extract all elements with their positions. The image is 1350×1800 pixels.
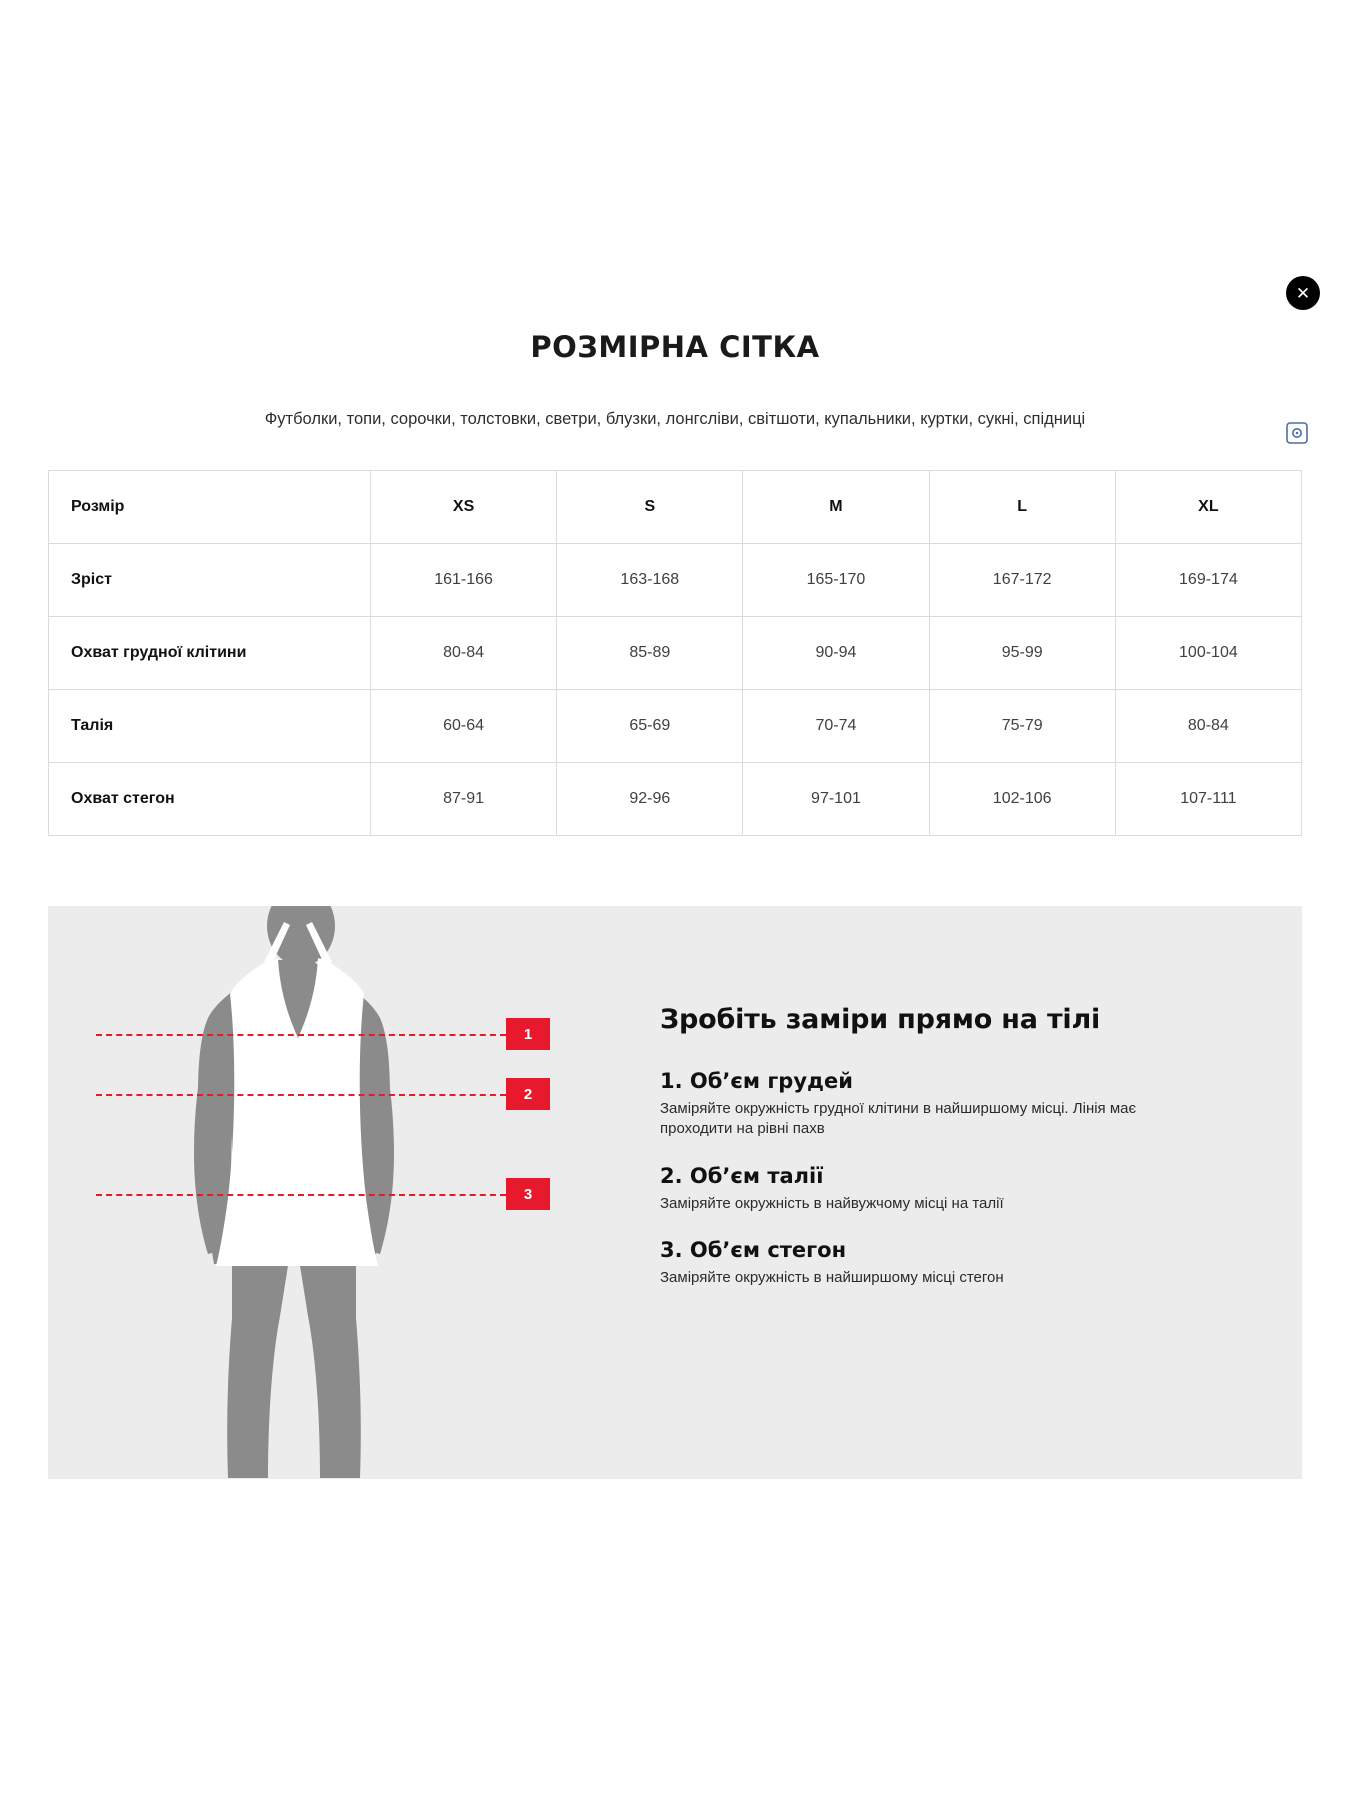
- step-title: 2. Об’єм талії: [660, 1163, 824, 1188]
- size-table-wrapper: [48, 470, 1302, 836]
- table-cell: 87-91: [371, 763, 557, 836]
- table-cell: 70-74: [743, 690, 929, 763]
- measure-badge-3: 3: [506, 1178, 550, 1210]
- table-cell: 161-166: [371, 544, 557, 617]
- page-subtitle: Футболки, топи, сорочки, толстовки, светри, блузки, лонгсліви, світшоти, купальники, куртки, сукні, спідниці: [264, 410, 1086, 428]
- table-cell: 169-174: [1115, 544, 1301, 617]
- table-cell: 97-101: [743, 763, 929, 836]
- instructions-column: [660, 1004, 1240, 1312]
- column-header: M: [743, 471, 929, 544]
- measure-badge-1: 1: [506, 1018, 550, 1050]
- body-figure-illustration: [108, 906, 528, 1478]
- instructions-heading: Зробіть заміри прямо на тілі: [660, 1004, 1101, 1035]
- table-row: [49, 544, 1302, 617]
- row-label: Талія: [49, 690, 371, 763]
- table-cell: 167-172: [929, 544, 1115, 617]
- measure-badge-2: 2: [506, 1078, 550, 1110]
- table-cell: 80-84: [371, 617, 557, 690]
- step-title: 3. Об’єм стегон: [660, 1237, 847, 1262]
- column-header: XS: [371, 471, 557, 544]
- table-cell: 92-96: [557, 763, 743, 836]
- column-header: XL: [1115, 471, 1301, 544]
- row-label: Зріст: [49, 544, 371, 617]
- table-cell: 90-94: [743, 617, 929, 690]
- table-cell: 163-168: [557, 544, 743, 617]
- table-row: [49, 690, 1302, 763]
- column-header: S: [557, 471, 743, 544]
- table-row: [49, 763, 1302, 836]
- row-label: Охват грудної клітини: [49, 617, 371, 690]
- instruction-step: [660, 1069, 1240, 1140]
- step-description: Заміряйте окружність в найширшому місці стегон: [660, 1268, 1004, 1286]
- step-description: Заміряйте окружність в найвужчому місці на талії: [660, 1194, 1004, 1212]
- size-table: [48, 470, 1302, 836]
- measure-line-bust: [96, 1034, 506, 1036]
- measure-line-hips: [96, 1194, 506, 1196]
- table-row: [49, 617, 1302, 690]
- column-header: L: [929, 471, 1115, 544]
- table-cell: 165-170: [743, 544, 929, 617]
- table-cell: 100-104: [1115, 617, 1301, 690]
- instruction-step: [660, 1238, 1240, 1288]
- page-title: РОЗМІРНА СІТКА: [530, 330, 820, 364]
- table-cell: 107-111: [1115, 763, 1301, 836]
- table-cell: 85-89: [557, 617, 743, 690]
- table-header-row: [49, 471, 1302, 544]
- measure-line-chest: [96, 1094, 506, 1096]
- row-label: Охват стегон: [49, 763, 371, 836]
- column-header: Розмір: [49, 471, 371, 544]
- instruction-step: [660, 1164, 1240, 1214]
- step-description: Заміряйте окружність грудної клітини в найширшому місці. Лінія має проходити на рівні пахв: [660, 1100, 1137, 1138]
- table-cell: 75-79: [929, 690, 1115, 763]
- table-cell: 60-64: [371, 690, 557, 763]
- table-cell: 102-106: [929, 763, 1115, 836]
- table-cell: 65-69: [557, 690, 743, 763]
- table-cell: 95-99: [929, 617, 1115, 690]
- table-cell: 80-84: [1115, 690, 1301, 763]
- close-icon[interactable]: ✕: [1286, 276, 1320, 310]
- measurement-illustration-panel: [48, 906, 1302, 1479]
- step-title: 1. Об’єм грудей: [660, 1069, 853, 1093]
